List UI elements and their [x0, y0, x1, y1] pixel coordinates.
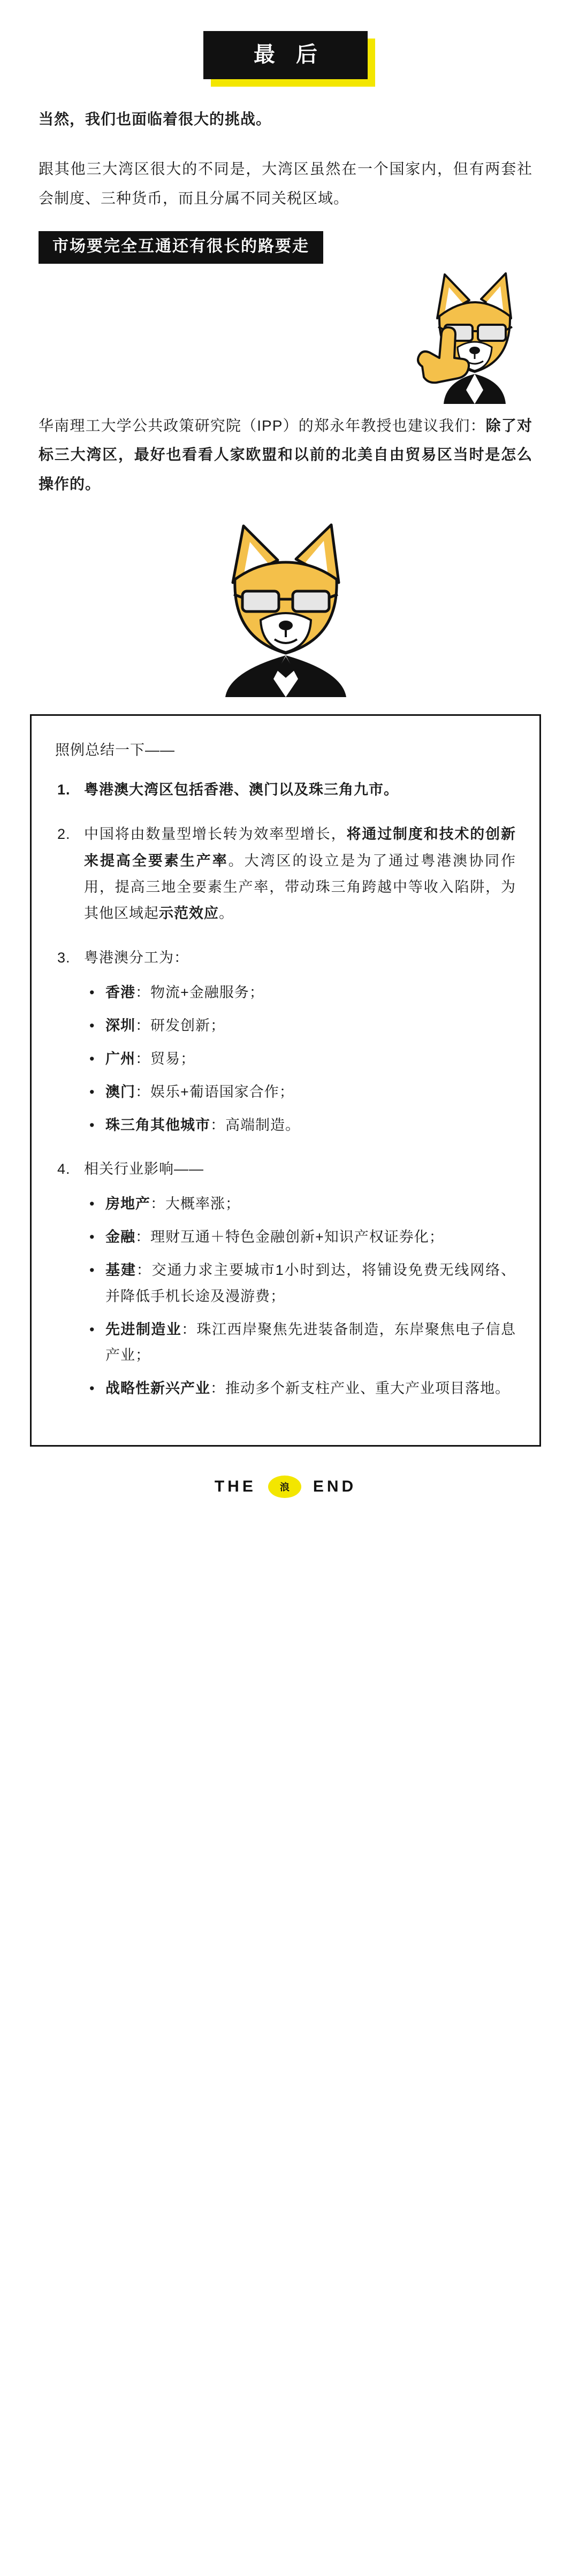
summary-item-number: 1.	[57, 782, 71, 798]
sub-item	[84, 1224, 516, 1250]
sub-item-key: 先进制造业	[105, 1321, 182, 1337]
advice-normal: 华南理工大学公共政策研究院（IPP）的郑永年教授也建议我们：	[39, 417, 486, 434]
summary-item-text: 粤港澳分工为：	[84, 949, 189, 966]
highlight-tag: 市场要完全互通还有很长的路要走	[39, 231, 323, 264]
summary-sub-list-3	[84, 980, 516, 1138]
bullet-dot-icon: •	[89, 1321, 95, 1337]
title-banner	[203, 31, 368, 79]
sub-item-key: 战略性新兴产业	[105, 1380, 210, 1396]
sub-item-key: 金融	[105, 1229, 135, 1245]
intro-section	[0, 105, 571, 213]
summary-item-number: 2.	[57, 826, 71, 843]
bullet-dot-icon: •	[89, 1229, 95, 1245]
summary-box	[30, 714, 541, 1447]
sub-item-value: ：高端制造。	[210, 1117, 300, 1134]
page-title: 最 后	[203, 31, 368, 79]
summary-item-text: 粤港澳大湾区包括香港、澳门以及珠三角九市。	[84, 782, 399, 798]
fox-illustration-large	[197, 521, 374, 697]
sub-item-value: ：大概率涨；	[150, 1196, 240, 1212]
bullet-dot-icon: •	[89, 1262, 95, 1279]
fox-illustration-small	[406, 267, 529, 409]
sub-item	[84, 1046, 516, 1072]
sub-item	[84, 1317, 516, 1368]
seg-normal-a: 中国将由数量型增长转为效率型增长，	[84, 826, 347, 843]
summary-item-text	[84, 826, 516, 921]
bullet-dot-icon: •	[89, 1018, 95, 1034]
sub-item	[84, 1112, 516, 1138]
article-page	[0, 31, 571, 2576]
sub-item-key: 深圳	[105, 1018, 135, 1034]
advice-bold: 除了对标三大湾区，最好也看看人家欧盟和以前的北美自由贸易区当时是怎么操作的。	[39, 417, 532, 493]
summary-item-number: 3.	[57, 949, 71, 966]
sub-item-value: ：研发创新；	[135, 1018, 225, 1034]
sub-item-value: ：贸易；	[135, 1051, 195, 1067]
summary-list	[55, 777, 516, 1401]
sub-item	[84, 1079, 516, 1105]
summary-item-3	[55, 945, 516, 1138]
summary-intro: 照例总结一下——	[55, 742, 175, 758]
seg-bold-a: 将通过制度和技术的创新来提高全要素生产率	[84, 826, 516, 869]
fox-illustration-large-wrap	[0, 521, 571, 697]
sub-item	[84, 1375, 516, 1401]
sub-item-key: 香港	[105, 984, 135, 1000]
sub-item-value: ：珠江西岸聚焦先进装备制造，东岸聚焦电子信息产业；	[105, 1321, 516, 1363]
footer	[0, 1476, 571, 1498]
summary-item-1	[55, 777, 516, 803]
bullet-dot-icon: •	[89, 1117, 95, 1134]
intro-paragraph: 跟其他三大湾区很大的不同是，大湾区虽然在一个国家内，但有两套社会制度、三种货币，而且分属不同关税区域。	[39, 160, 532, 207]
bullet-dot-icon: •	[89, 1196, 95, 1212]
sub-item-key: 广州	[105, 1051, 135, 1067]
sub-item-key: 基建	[105, 1262, 136, 1279]
bullet-dot-icon: •	[89, 1380, 95, 1396]
summary-item-4	[55, 1156, 516, 1401]
summary-item-text: 相关行业影响——	[84, 1161, 204, 1178]
sub-item-key: 澳门	[105, 1084, 135, 1100]
footer-left-word: THE	[214, 1477, 256, 1495]
fox-illustration-small-wrap	[0, 267, 571, 411]
summary-sub-list-4	[84, 1191, 516, 1401]
bullet-dot-icon: •	[89, 1051, 95, 1067]
bullet-dot-icon: •	[89, 1084, 95, 1100]
sub-item-value: ：理财互通＋特色金融创新+知识产权证券化；	[135, 1229, 444, 1245]
summary-item-2	[55, 821, 516, 927]
sub-item-value: ：娱乐+葡语国家合作；	[135, 1084, 294, 1100]
seg-normal-b: 。大湾区的设立是为了通过粤港澳协同作用，提高三地全要素生产率，带动珠三角跨越中等收入陷阱，为其他区域起	[84, 852, 516, 921]
title-banner-wrap	[0, 31, 571, 79]
sub-item-value: ：物流+金融服务；	[135, 984, 264, 1000]
sub-item-value: ：推动多个新支柱产业、重大产业项目落地。	[210, 1380, 510, 1396]
brand-logo-icon: 浪	[268, 1476, 301, 1498]
seg-normal-c: 。	[219, 905, 234, 921]
seg-bold-b: 示范效应	[159, 905, 219, 921]
sub-item	[84, 1191, 516, 1217]
sub-item	[84, 1013, 516, 1038]
bullet-dot-icon: •	[89, 984, 95, 1000]
intro-bold-line: 当然，我们也面临着很大的挑战。	[39, 111, 272, 127]
advice-paragraph	[39, 411, 532, 499]
footer-right-word: END	[313, 1477, 357, 1495]
summary-item-number: 4.	[57, 1161, 71, 1178]
sub-item	[84, 1257, 516, 1309]
sub-item	[84, 980, 516, 1005]
advice-section	[0, 411, 571, 499]
highlight-tag-row	[0, 231, 571, 264]
sub-item-key: 房地产	[105, 1196, 150, 1212]
sub-item-key: 珠三角其他城市	[105, 1117, 210, 1134]
sub-item-value: ：交通力求主要城市1小时到达，将铺设免费无线网络、并降低手机长途及漫游费；	[105, 1262, 516, 1304]
